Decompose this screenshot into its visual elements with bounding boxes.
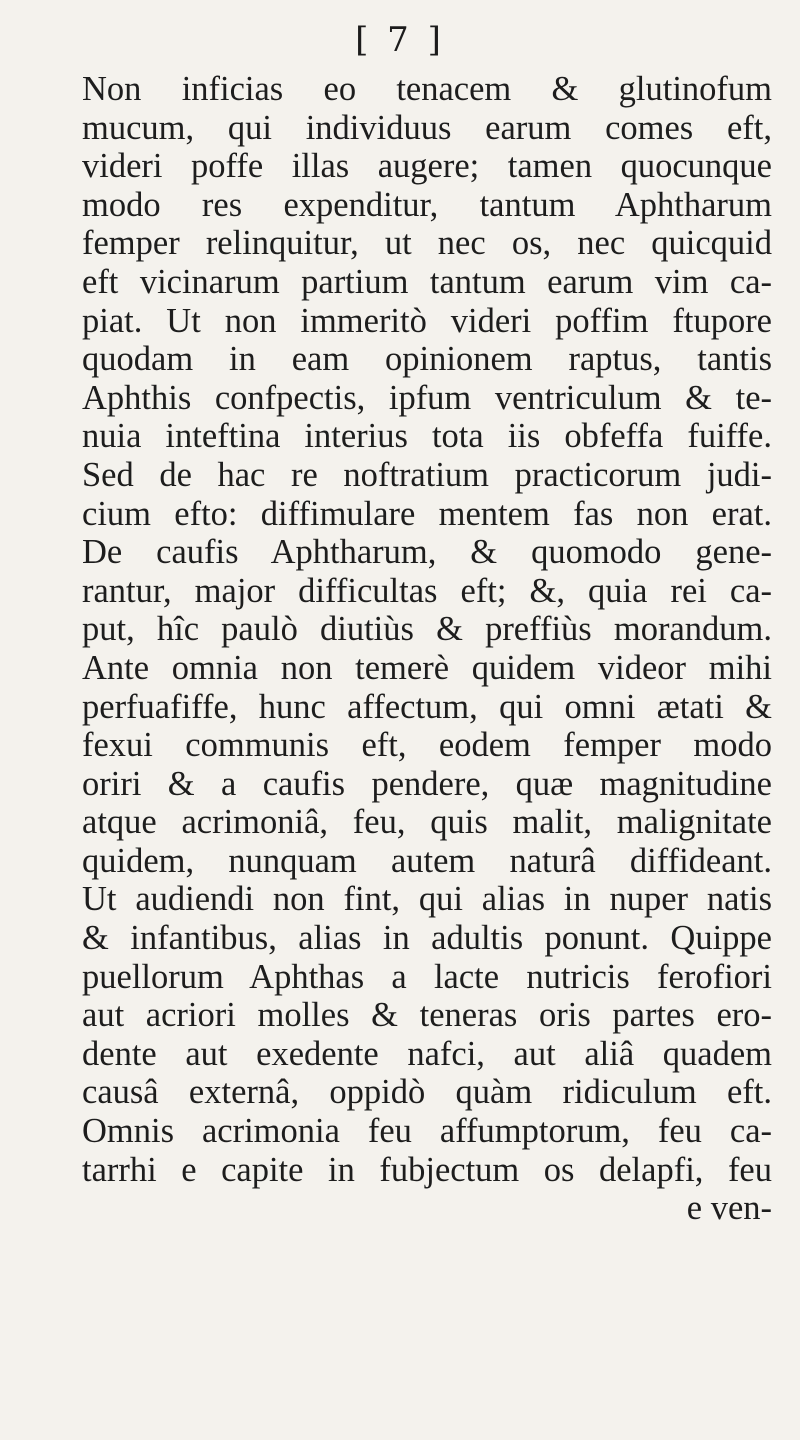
text-line: & infantibus, alias in adultis ponunt. Quippe — [82, 919, 772, 958]
text-line: videri poffe illas augere; tamen quocunque — [82, 147, 772, 186]
text-line: quidem, nunquam autem naturâ diffideant. — [82, 841, 772, 880]
page-number: [ 7 ] — [355, 20, 445, 60]
text-line: fexui communis eft, eodem femper modo — [82, 726, 772, 765]
text-line: rantur, major difficultas eft; &, quia rei ca- — [82, 571, 772, 610]
text-line: Non inficias eo tenacem & glutinofum — [82, 70, 772, 108]
text-line: Omnis acrimonia feu affumptorum, feu ca- — [82, 1112, 772, 1151]
text-line: dente aut exedente nafci, aut aliâ quadem — [82, 1034, 772, 1073]
catchword: e ven- — [686, 1189, 772, 1228]
text-line: quodam in eam opinionem raptus, tantis — [82, 340, 772, 379]
text-line: Ante omnia non temerè quidem videor mihi — [82, 648, 772, 687]
text-line: piat. Ut non immeritò videri poffim ftupore — [82, 301, 772, 340]
text-line: causâ externâ, oppidò quàm ridiculum eft. — [82, 1073, 772, 1112]
text-line: put, hîc paulò diutiùs & preffiùs morandum. — [82, 610, 772, 649]
text-line: femper relinquitur, ut nec os, nec quicquid — [82, 224, 772, 263]
text-line: tarrhi e capite in fubjectum os delapfi, feu — [82, 1150, 772, 1189]
text-line: atque acrimoniâ, feu, quis malit, malignitate — [82, 803, 772, 842]
text-line: modo res expenditur, tantum Aphtharum — [82, 185, 772, 224]
text-line: eft vicinarum partium tantum earum vim ca- — [82, 262, 772, 301]
text-line: perfuafiffe, hunc affectum, qui omni ætati & — [82, 687, 772, 726]
text-line: mucum, qui individuus earum comes eft, — [82, 108, 772, 147]
text-line: Ut audiendi non fint, qui alias in nuper natis — [82, 880, 772, 919]
text-line: cium efto: diffimulare mentem fas non erat. — [82, 494, 772, 533]
text-line: aut acriori molles & teneras oris partes ero- — [82, 996, 772, 1035]
body-text — [82, 70, 772, 1228]
text-line: puellorum Aphthas a lacte nutricis ferofiori — [82, 957, 772, 996]
text-line: Sed de hac re noftratium practicorum judi- — [82, 455, 772, 494]
text-line: nuia inteftina interius tota iis obfeffa fuiffe. — [82, 417, 772, 456]
text-line: Aphthis confpectis, ipfum ventriculum & te- — [82, 378, 772, 417]
text-line: oriri & a caufis pendere, quæ magnitudine — [82, 764, 772, 803]
text-line: De caufis Aphtharum, & quomodo gene- — [82, 533, 772, 572]
